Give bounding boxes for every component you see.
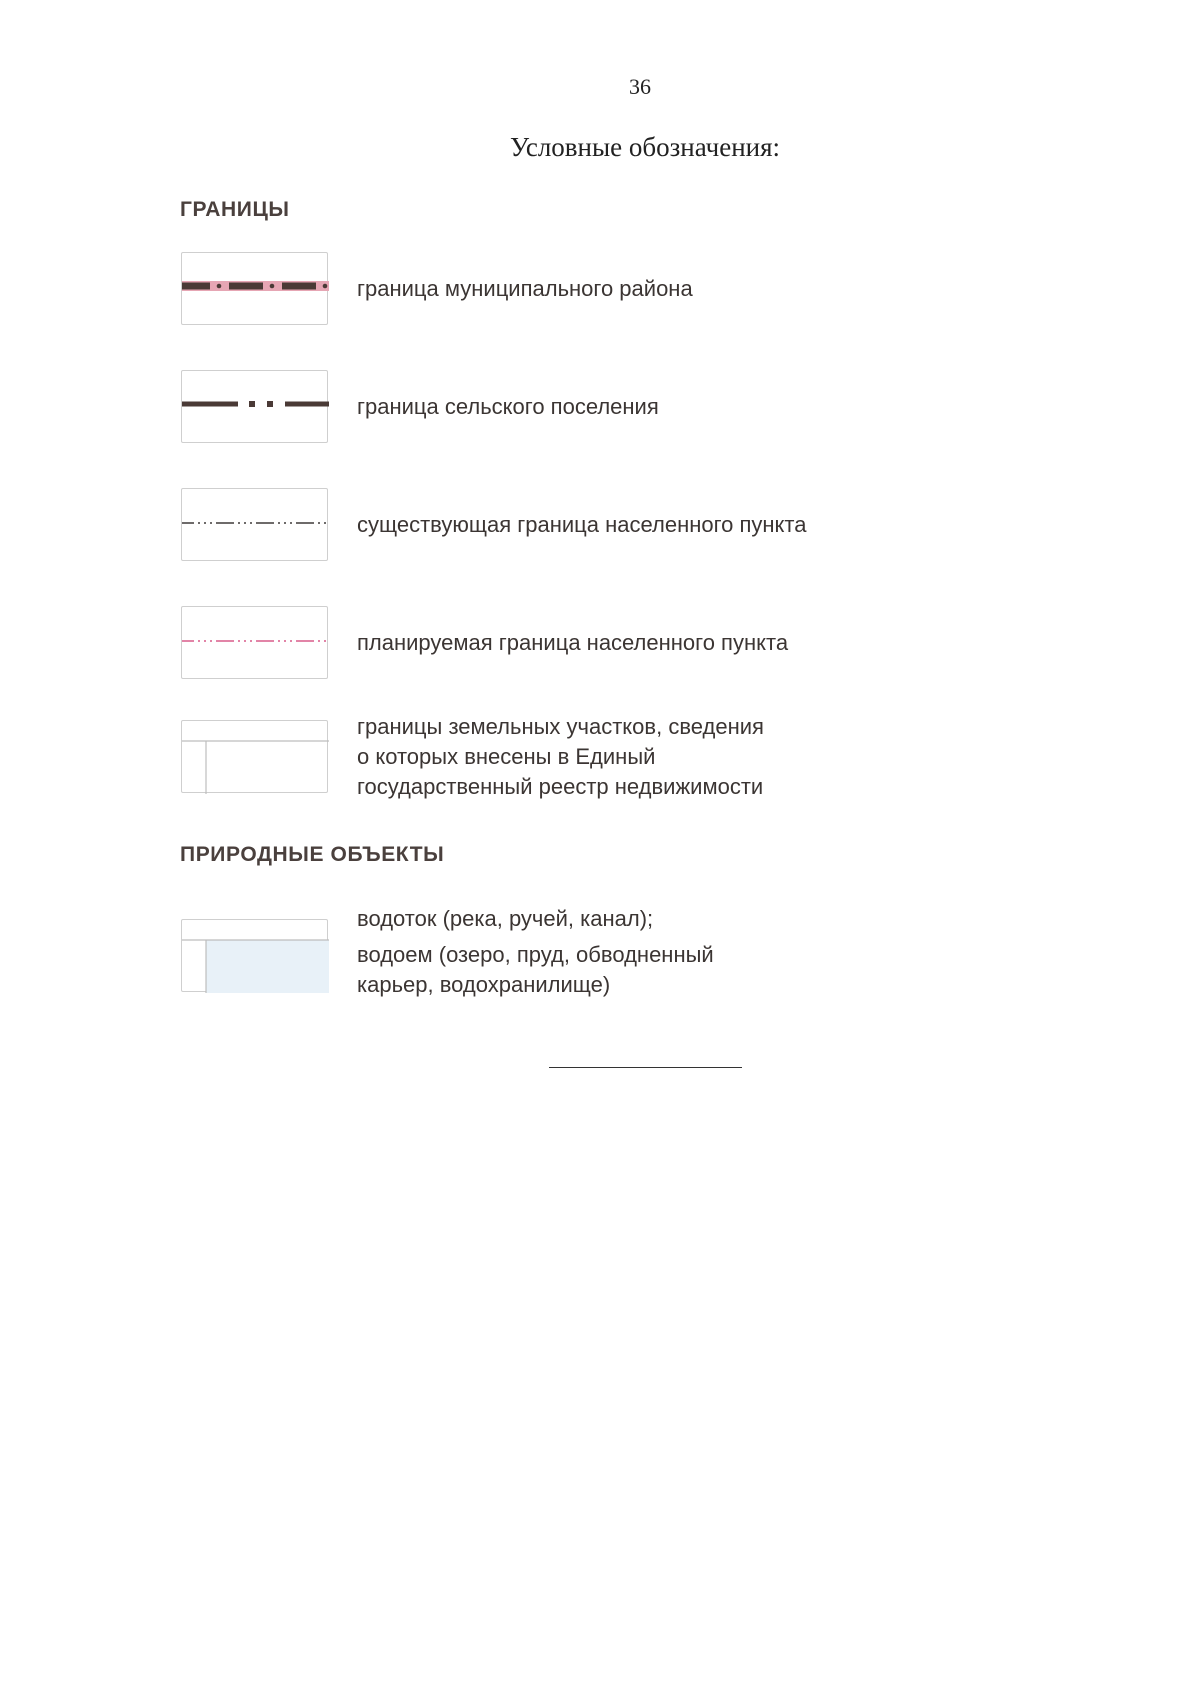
legend-label-rural-settlement-boundary: граница сельского поселения: [357, 394, 659, 419]
planned-locality-boundary-symbol: [182, 607, 329, 680]
page-title: Условные обозначения:: [509, 132, 781, 162]
legend-label-line: водоток (река, ручей, канал);: [357, 906, 654, 931]
legend-symbol-existing-locality-boundary: [181, 488, 328, 561]
legend-label-line: о которых внесены в Единый: [357, 744, 656, 769]
legend-label-line: карьер, водохранилище): [357, 972, 611, 997]
legend-symbol-water-body: [181, 919, 328, 992]
legend-label-line: государственный реестр недвижимости: [357, 774, 764, 799]
legend-label-planned-locality-boundary: планируемая граница населенного пункта: [357, 630, 789, 655]
water-body-symbol: [182, 920, 329, 993]
legend-symbol-municipal-district-boundary: [181, 252, 328, 325]
legend-symbol-planned-locality-boundary: [181, 606, 328, 679]
legend-label-land-plot-boundary: [357, 712, 764, 802]
legend-label-municipal-district-boundary: граница муниципального района: [357, 276, 693, 301]
rural-settlement-boundary-symbol: [182, 371, 329, 444]
existing-locality-boundary-symbol: [182, 489, 329, 562]
section-heading-boundaries: ГРАНИЦЫ: [180, 198, 290, 221]
legend-label-existing-locality-boundary: существующая граница населенного пункта: [357, 512, 807, 537]
end-divider: [549, 1067, 742, 1068]
legend-symbol-rural-settlement-boundary: [181, 370, 328, 443]
land-plot-boundary-symbol: [182, 721, 329, 794]
municipal-district-boundary-symbol: [182, 253, 329, 326]
section-heading-natural-objects: ПРИРОДНЫЕ ОБЪЕКТЫ: [180, 843, 445, 866]
legend-symbol-land-plot-boundary: [181, 720, 328, 793]
legend-label-line: границы земельных участков, сведения: [357, 714, 764, 739]
legend-label-water-body: [357, 904, 714, 1000]
page-number: 36: [629, 74, 651, 99]
legend-label-line: водоем (озеро, пруд, обводненный: [357, 942, 714, 967]
